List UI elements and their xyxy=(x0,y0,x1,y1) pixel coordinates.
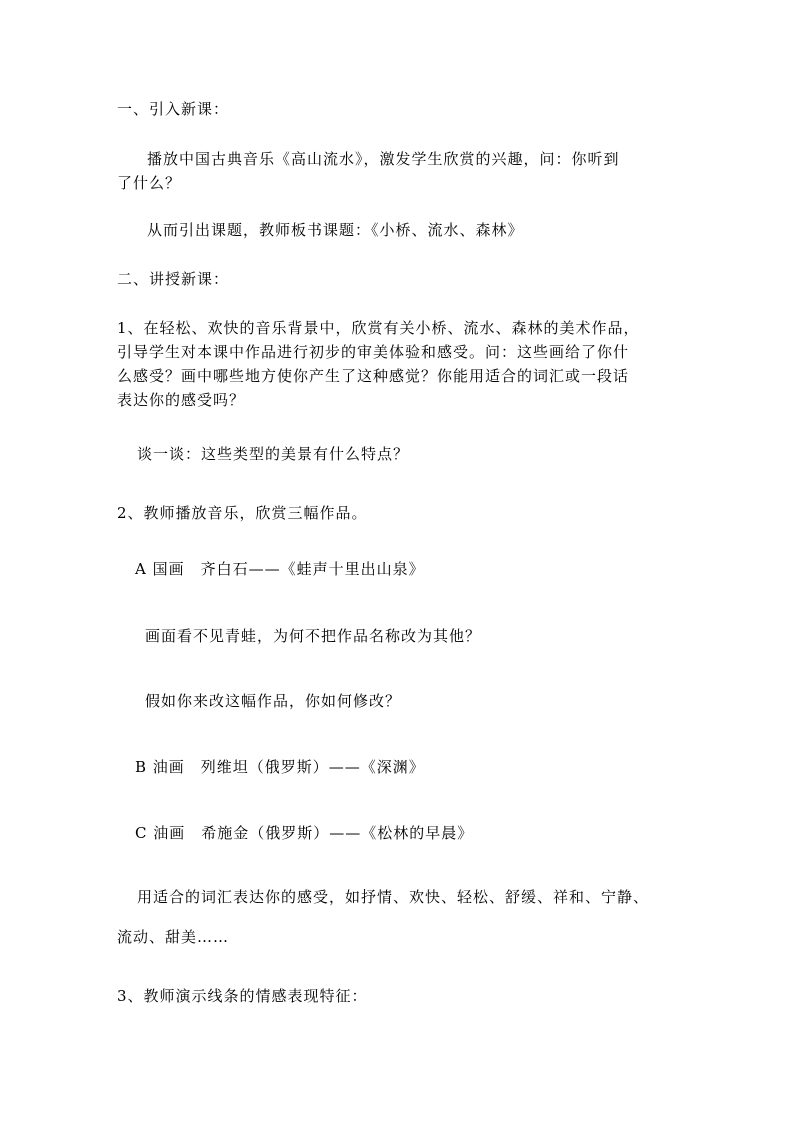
work-c: C 油画 希施金（俄罗斯）——《松林的早晨》 xyxy=(135,824,474,842)
question-a-2: 假如你来改这幅作品，你如何修改？ xyxy=(145,692,402,710)
talk-prompt: 谈一谈：这些类型的美景有什么特点？ xyxy=(137,445,410,463)
paragraph-1-line-1: 播放中国古典音乐《高山流水》，激发学生欣赏的兴趣，问：你听到 xyxy=(147,150,620,168)
item-3: 3、教师演示线条的情感表现特征： xyxy=(117,987,368,1005)
work-b: B 油画 列维坦（俄罗斯）——《深渊》 xyxy=(135,758,425,776)
section1-heading: 一、引入新课： xyxy=(117,100,230,118)
question-a-1: 画面看不见青蛙，为何不把作品名称改为其他？ xyxy=(145,627,482,645)
words-line-2: 流动、甜美…… xyxy=(117,928,230,946)
item-1-line-3: 么感受？画中哪些地方使你产生了这种感觉？你能用适合的词汇或一段话 xyxy=(117,367,630,385)
item-1-line-2: 引导学生对本课中作品进行初步的审美体验和感受。问：这些画给了你什 xyxy=(117,343,630,361)
item-1-line-4: 表达你的感受吗？ xyxy=(117,391,246,409)
item-2: 2、教师播放音乐，欣赏三幅作品。 xyxy=(117,504,368,522)
words-line-1: 用适合的词汇表达你的感受，如抒情、欢快、轻松、舒缓、祥和、宁静、 xyxy=(137,888,650,906)
work-a: A 国画 齐白石——《蛙声十里出山泉》 xyxy=(135,560,425,578)
section2-heading: 二、讲授新课： xyxy=(117,270,230,288)
paragraph-1-line-2: 了什么？ xyxy=(117,174,182,192)
item-1-line-1: 1、在轻松、欢快的音乐背景中，欣赏有关小桥、流水、森林的美术作品， xyxy=(117,319,640,337)
paragraph-2: 从而引出课题，教师板书课题：《小桥、流水、森林》 xyxy=(147,221,524,239)
